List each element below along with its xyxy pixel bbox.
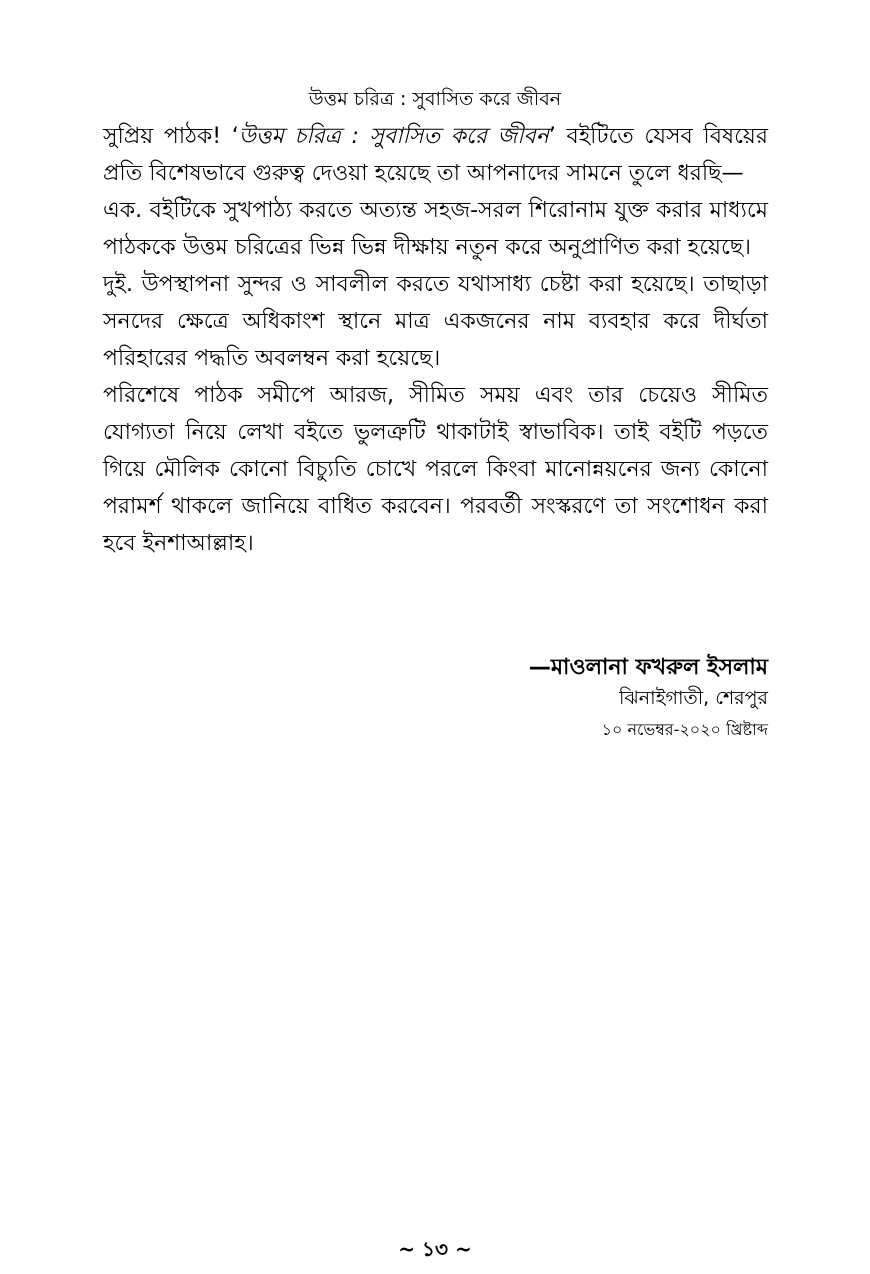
intro-text-end: ’ বইটিতে যেসব বিষয়ের প্রতি বিশেষভাবে গুরুত্ব দেওয়া হয়েছে তা আপনাদের সামনে তুলে ধরছি— [103,124,768,186]
intro-text-start: সুপ্রিয় পাঠক! ‘ [103,124,239,149]
running-header: উত্তম চরিত্র : সুবাসিত করে জীবন [308,88,562,110]
author-place: ঝিনাইগাতী, শেরপুর [618,687,768,709]
author-name: —মাওলানা ফখরুল ইসলাম [528,655,768,680]
book-title: উত্তম চরিত্র : সুবাসিত করে জীবন [238,124,549,149]
paragraph-conclusion: পরিশেষে পাঠক সমীপে আরজ, সীমিত সময় এবং তার চেয়েও সীমিত যোগ্যতা নিয়ে লেখা বইতে ভুলত্রুটি থাকাটাই স্বাভাবিক। তাই বইটি পড়তে গিয়ে মৌলিক কোনো বিচ্যুতি চোখে পরলে কিংবা মানোন্নয়নের জন্য কোনো পরামর্শ থাকলে জানিয়ে বাধিত করবেন। পরবর্তী সংস্করণে তা সংশোধন করা হবে ইনশাআল্লাহ। [103,383,768,556]
page-number: ~ ১৩ ~ [398,1237,472,1261]
paragraph-point-one: এক. বইটিকে সুখপাঠ্য করতে অত্যন্ত সহজ-সরল শিরোনাম যুক্ত করার মাধ্যমে পাঠককে উত্তম চরিত্রের ভিন্ন ভিন্ন দীক্ষায় নতুন করে অনুপ্রাণিত করা হয়েছে। [103,198,768,260]
preface-body [103,118,768,562]
intro-paragraph [103,118,768,192]
signature-date: ১০ নভেম্বর-২০২০ খ্রিষ্টাব্দ [601,720,768,739]
paragraph-point-two: দুই. উপস্থাপনা সুন্দর ও সাবলীল করতে যথাসাধ্য চেষ্টা করা হয়েছে। তাছাড়া সনদের ক্ষেত্রে অধিকাংশ স্থানে মাত্র একজনের নাম ব্যবহার করে দীর্ঘতা পরিহারের পদ্ধতি অবলম্বন করা হয়েছে। [103,272,768,371]
